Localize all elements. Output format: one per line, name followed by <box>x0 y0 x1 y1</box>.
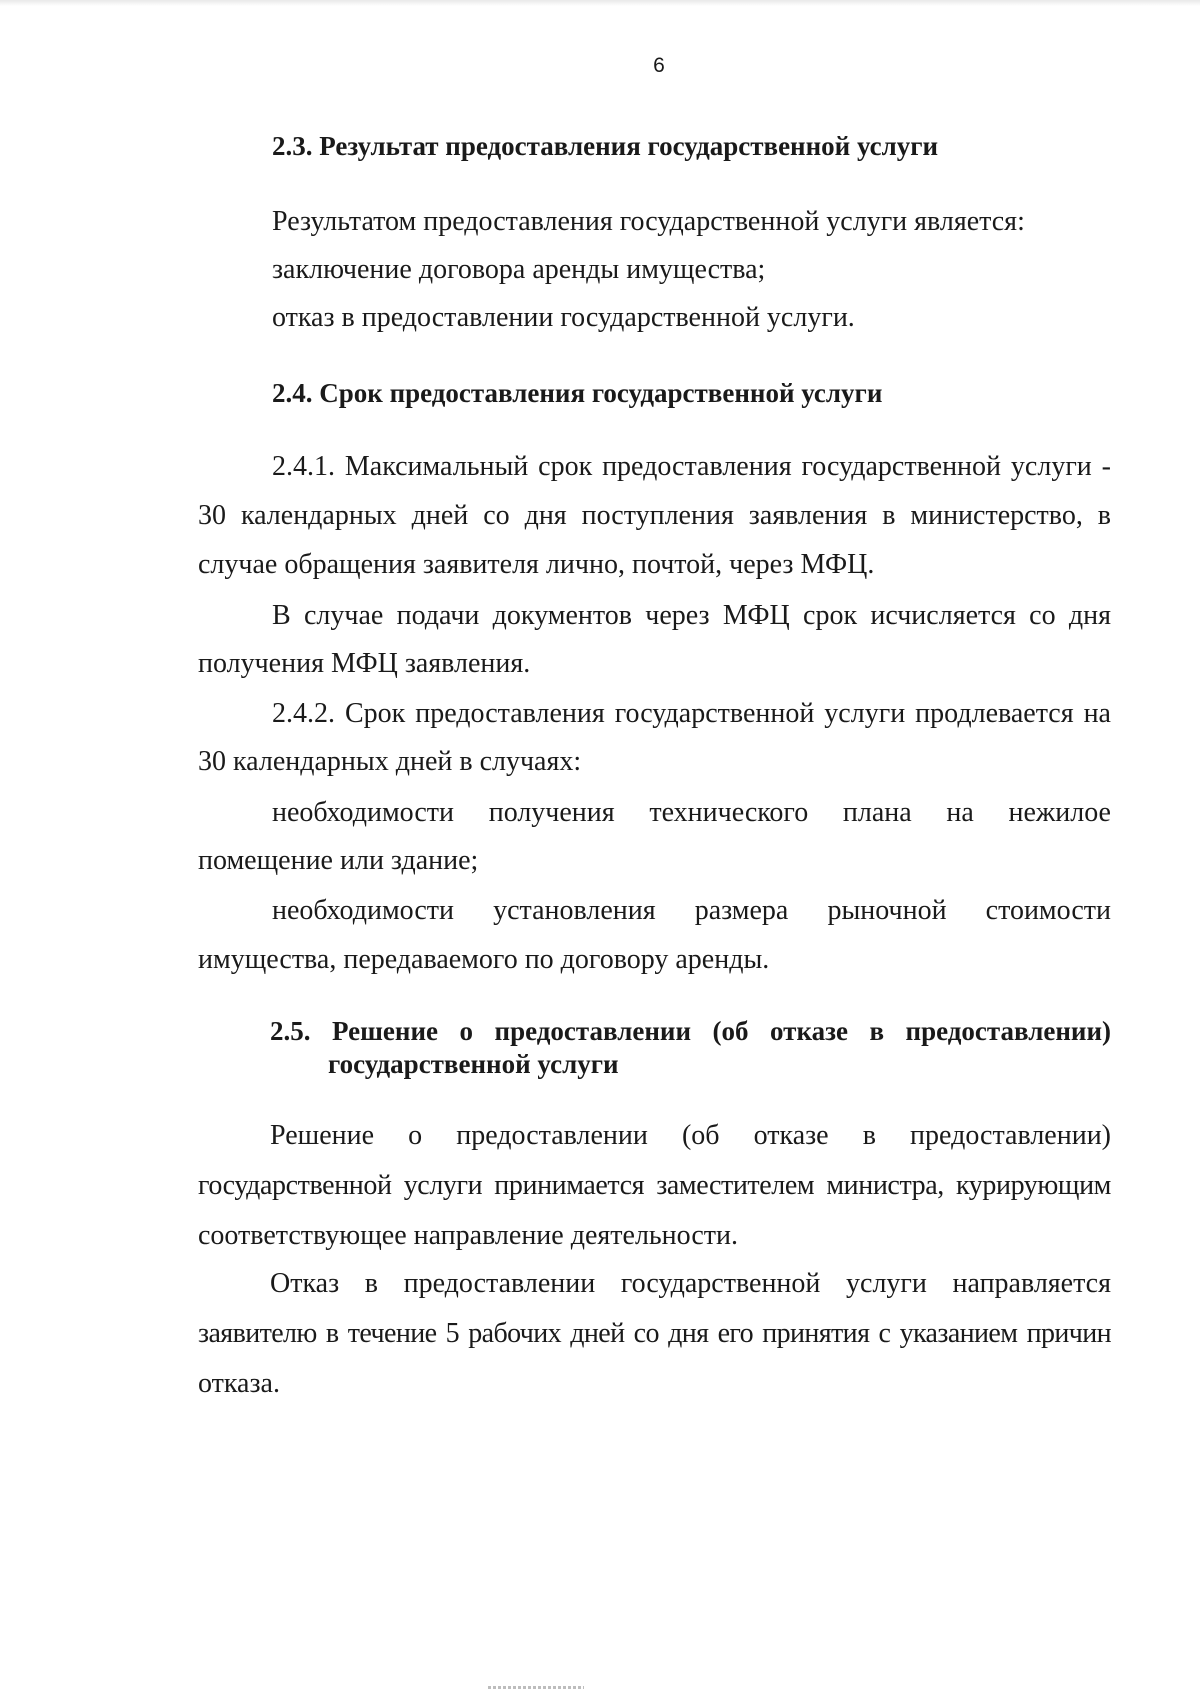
paragraph-line: заключение договора аренды имущества; <box>272 254 766 285</box>
section-heading-2-5: 2.5. Решение о предоставлении (об отказе в предоставлении) <box>270 1016 1111 1046</box>
paragraph-line: В случае подачи документов через МФЦ срок исчисляется со дня <box>272 600 1111 631</box>
paragraph-line: государственной услуги принимается заместителем министра, курирующим <box>198 1170 1111 1201</box>
section-heading-2-5-continued: государственной услуги <box>328 1049 619 1079</box>
paragraph-line: необходимости установления размера рыночной стоимости <box>272 895 1111 926</box>
paragraph-line: имущества, передаваемого по договору аренды. <box>198 944 770 975</box>
paragraph-line: Отказ в предоставлении государственной услуги направляется <box>270 1268 1111 1299</box>
page-number: 6 <box>653 54 665 77</box>
scan-top-edge <box>0 0 1200 6</box>
paragraph-line: 30 календарных дней со дня поступления заявления в министерство, в <box>198 500 1111 531</box>
paragraph-line: необходимости получения технического плана на нежилое <box>272 797 1111 828</box>
paragraph-line: отказ в предоставлении государственной услуги. <box>272 302 855 333</box>
paragraph-line: случае обращения заявителя лично, почтой, через МФЦ. <box>198 549 875 580</box>
paragraph-line: отказа. <box>198 1368 280 1399</box>
paragraph-line: помещение или здание; <box>198 845 479 876</box>
paragraph-line: 2.4.1. Максимальный срок предоставления государственной услуги - <box>272 451 1111 482</box>
section-heading-2-4: 2.4. Срок предоставления государственной услуги <box>272 378 883 408</box>
paragraph-line: Результатом предоставления государственной услуги является: <box>272 206 1025 237</box>
paragraph-line: Решение о предоставлении (об отказе в предоставлении) <box>270 1120 1111 1151</box>
scan-bottom-mark <box>488 1686 584 1689</box>
paragraph-line: получения МФЦ заявления. <box>198 648 531 679</box>
paragraph-line: заявителю в течение 5 рабочих дней со дня его принятия с указанием причин <box>198 1318 1111 1349</box>
paragraph-line: соответствующее направление деятельности. <box>198 1220 739 1251</box>
paragraph-line: 2.4.2. Срок предоставления государственной услуги продлевается на <box>272 698 1111 729</box>
section-heading-2-3: 2.3. Результат предоставления государственной услуги <box>272 131 939 161</box>
paragraph-line: 30 календарных дней в случаях: <box>198 746 582 777</box>
